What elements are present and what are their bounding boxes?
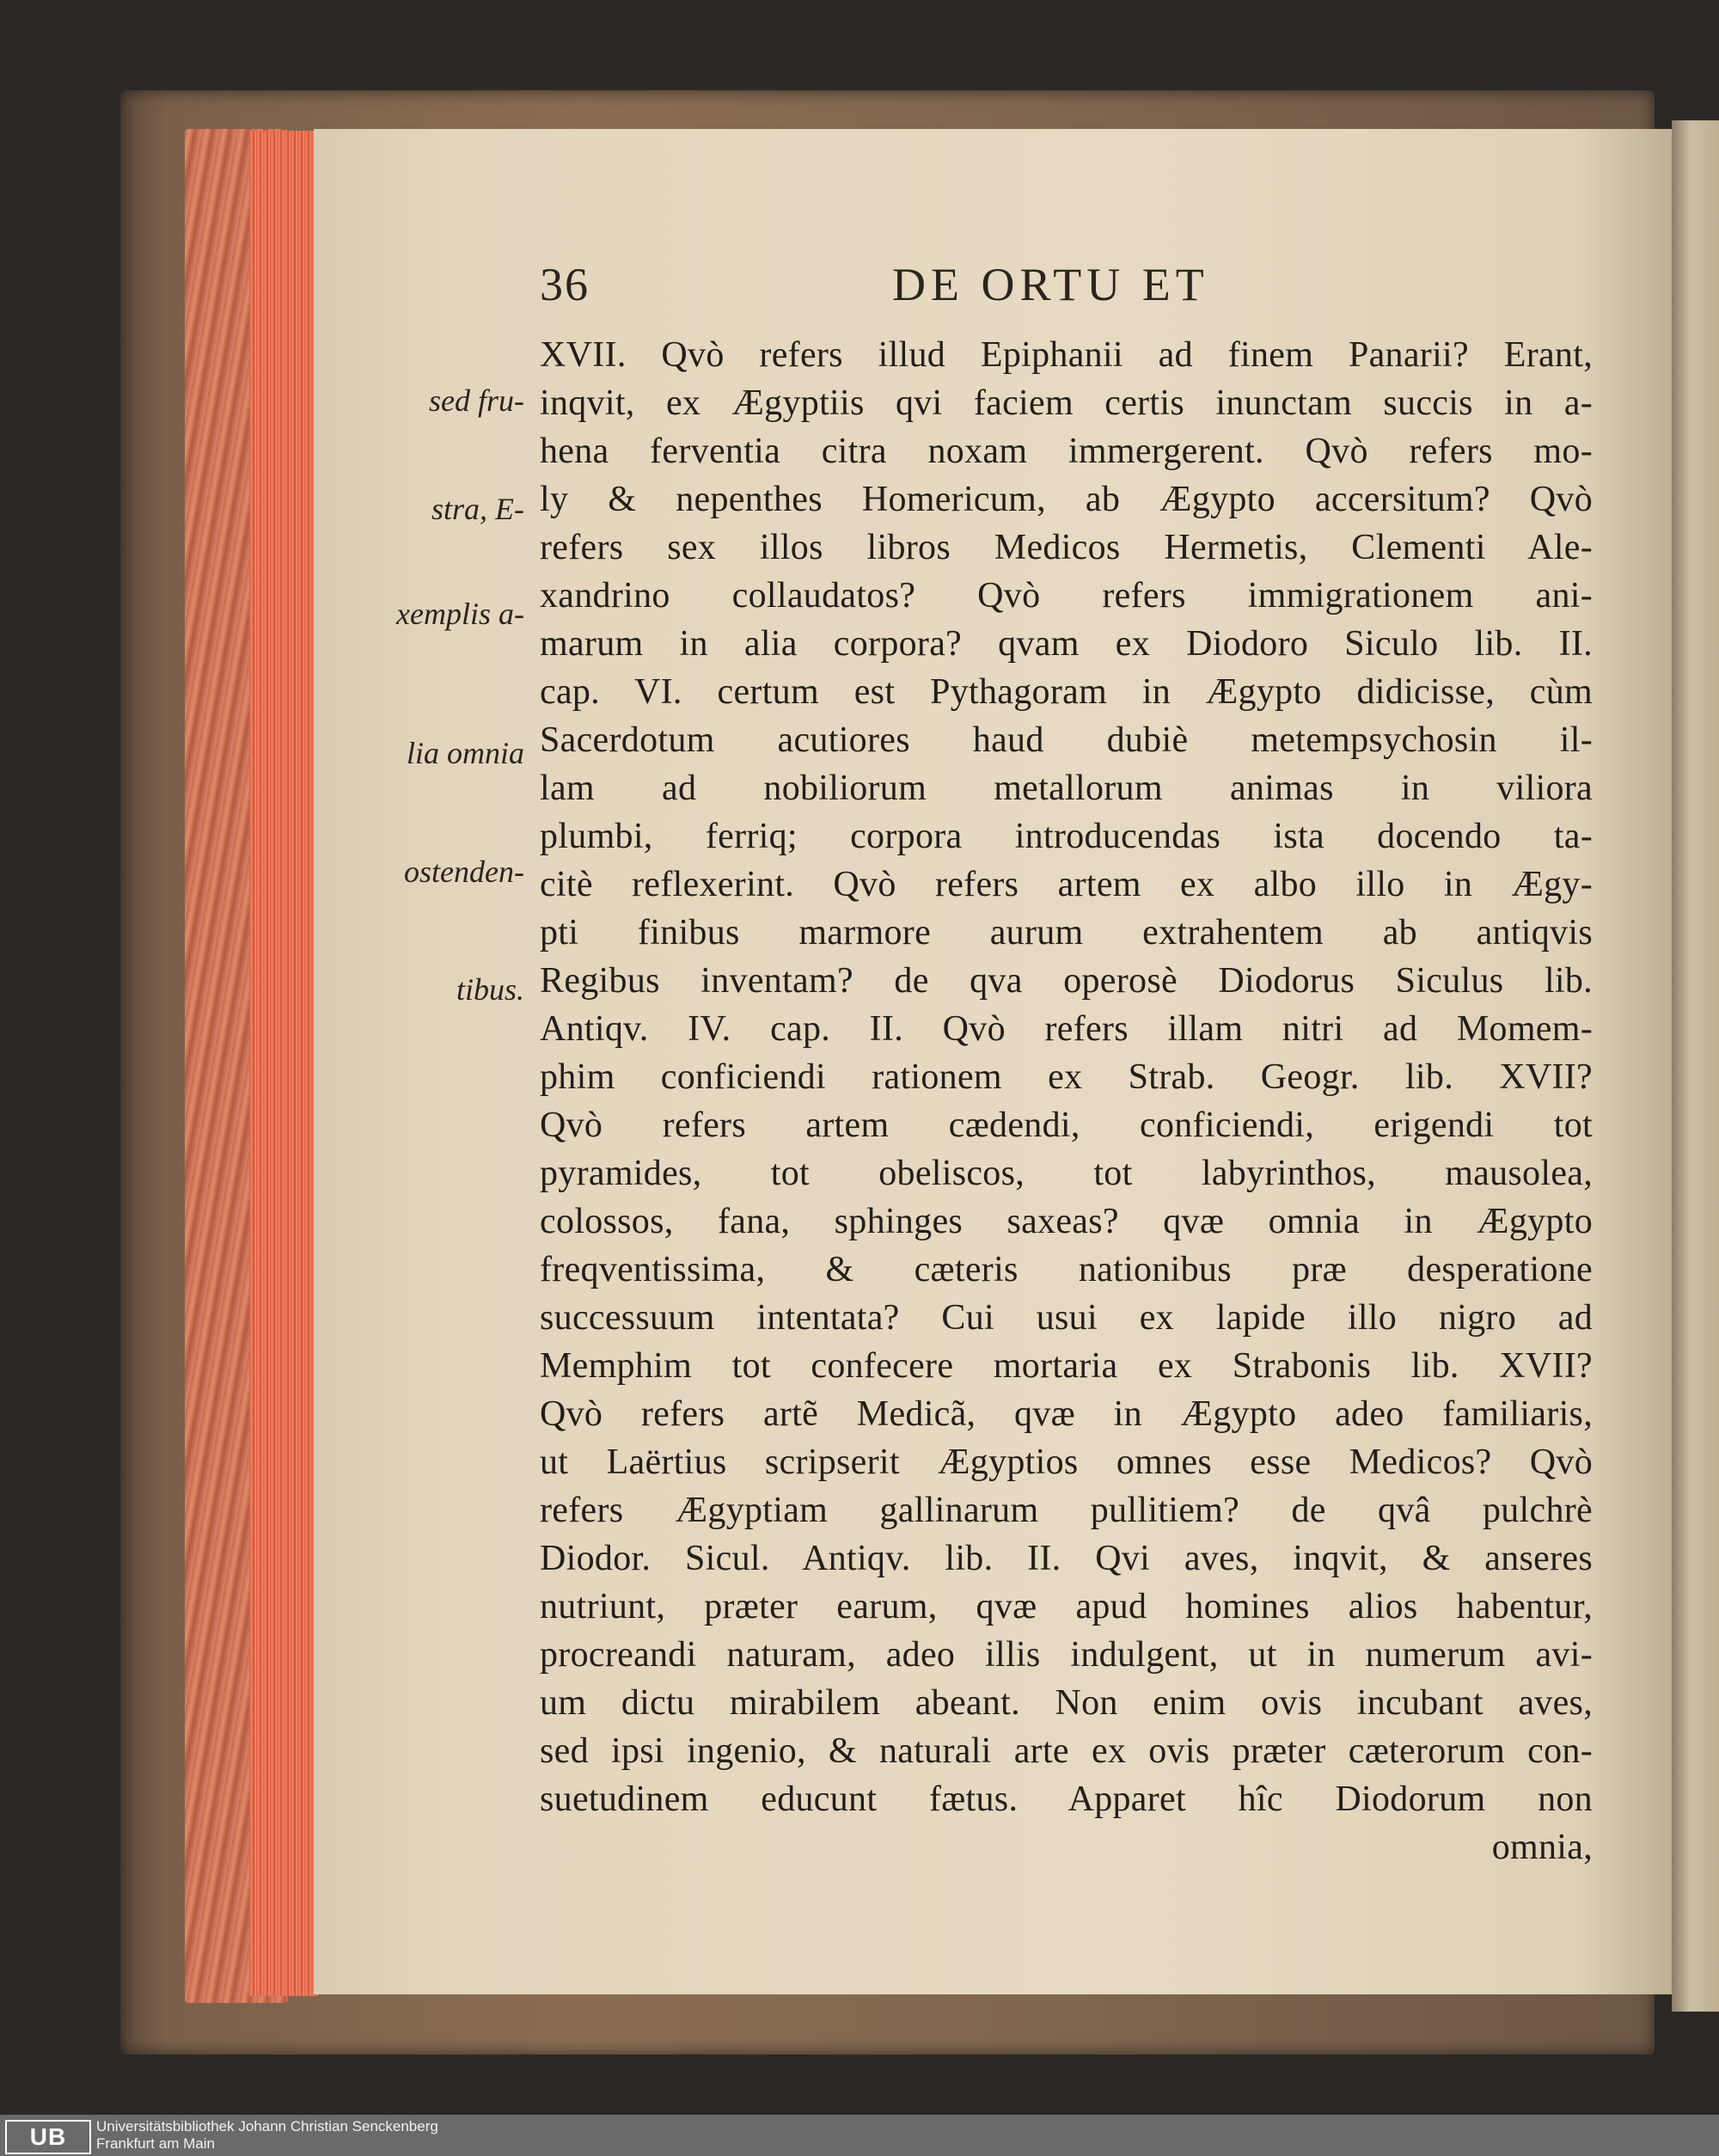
text-line: marum in alia corpora? qvam ex Diodoro Siculo lib. II. xyxy=(540,624,1593,664)
text-line: Diodor. Sicul. Antiqv. lib. II. Qvi aves, inqvit, & anseres xyxy=(540,1539,1593,1578)
text-line: lam ad nobiliorum metallorum animas in viliora xyxy=(540,769,1593,808)
text-line: ly & nepenthes Homericum, ab Ægypto accersitum? Qvò xyxy=(540,480,1593,519)
text-line: Sacerdotum acutiores haud dubiè metempsychosin il- xyxy=(540,720,1593,760)
text-line: nutriunt, præter earum, qvæ apud homines alios habentur, xyxy=(540,1587,1593,1626)
margin-note: lia omnia xyxy=(406,736,524,770)
text-line: pti finibus marmore aurum extrahentem ab antiqvis xyxy=(540,913,1593,952)
margin-note: sed fru- xyxy=(429,383,524,418)
margin-note: tibus. xyxy=(456,972,524,1007)
book-gutter xyxy=(1672,120,1719,2012)
margin-note: ostenden- xyxy=(404,854,524,889)
text-line: citè reflexerint. Qvò refers artem ex albo illo in Ægy- xyxy=(540,865,1593,904)
text-line: Memphim tot confecere mortaria ex Strabonis lib. XVII? xyxy=(540,1346,1593,1386)
body-text xyxy=(540,331,1593,1871)
running-head-title: DE ORTU ET xyxy=(892,259,1209,310)
text-line: refers sex illos libros Medicos Hermetis, Clementi Ale- xyxy=(540,528,1593,567)
text-line: successuum intentata? Cui usui ex lapide illo nigro ad xyxy=(540,1298,1593,1338)
margin-note: stra, E- xyxy=(431,492,524,526)
text-line: ut Laërtius scripserit Ægyptios omnes esse Medicos? Qvò xyxy=(540,1442,1593,1482)
text-line: xandrino collaudatos? Qvò refers immigrationem ani- xyxy=(540,576,1593,616)
text-line: Antiqv. IV. cap. II. Qvò refers illam nitri ad Momem- xyxy=(540,1009,1593,1049)
page-number: 36 xyxy=(540,259,590,310)
text-line: freqventissima, & cæteris nationibus præ desperatione xyxy=(540,1250,1593,1289)
text-line: Qvò refers artem cædendi, conficiendi, erigendi tot xyxy=(540,1106,1593,1145)
running-header xyxy=(0,258,1719,309)
library-footer xyxy=(0,2115,1719,2156)
text-line: inqvit, ex Ægyptiis qvi faciem certis inunctam succis in a- xyxy=(540,383,1593,423)
text-line: plumbi, ferriq; corpora introducendas ista docendo ta- xyxy=(540,817,1593,856)
text-line: phim conficiendi rationem ex Strab. Geogr. lib. XVII? xyxy=(540,1057,1593,1097)
catchword-line: omnia, xyxy=(1491,1828,1593,1867)
text-line: refers Ægyptiam gallinarum pullitiem? de qvâ pulchrè xyxy=(540,1491,1593,1530)
library-name: Universitätsbibliothek Johann Christian Senckenberg xyxy=(96,2118,438,2135)
text-line: sed ipsi ingenio, & naturali arte ex ovis præter cæterorum con- xyxy=(540,1731,1593,1771)
text-line: pyramides, tot obeliscos, tot labyrinthos, mausolea, xyxy=(540,1154,1593,1193)
library-city: Frankfurt am Main xyxy=(96,2135,215,2152)
page-leaves-red-edge xyxy=(249,131,318,1996)
margin-note: xemplis a- xyxy=(396,597,524,631)
text-line: Regibus inventam? de qva operosè Diodorus Siculus lib. xyxy=(540,961,1593,1001)
text-line: cap. VI. certum est Pythagoram in Ægypto didicisse, cùm xyxy=(540,672,1593,712)
text-line: Qvò refers artẽ Medicã, qvæ in Ægypto adeo familiaris, xyxy=(540,1394,1593,1434)
ub-logo: UB xyxy=(5,2120,91,2154)
text-line: suetudinem educunt fætus. Apparet hîc Diodorum non xyxy=(540,1779,1593,1819)
text-line: procreandi naturam, adeo illis indulgent, ut in numerum avi- xyxy=(540,1635,1593,1675)
text-line: hena ferventia citra noxam immergerent. Qvò refers mo- xyxy=(540,432,1593,471)
text-line: colossos, fana, sphinges saxeas? qvæ omnia in Ægypto xyxy=(540,1202,1593,1241)
text-line: XVII. Qvò refers illud Epiphanii ad finem Panarii? Erant, xyxy=(540,335,1593,375)
text-line: um dictu mirabilem abeant. Non enim ovis incubant aves, xyxy=(540,1683,1593,1723)
